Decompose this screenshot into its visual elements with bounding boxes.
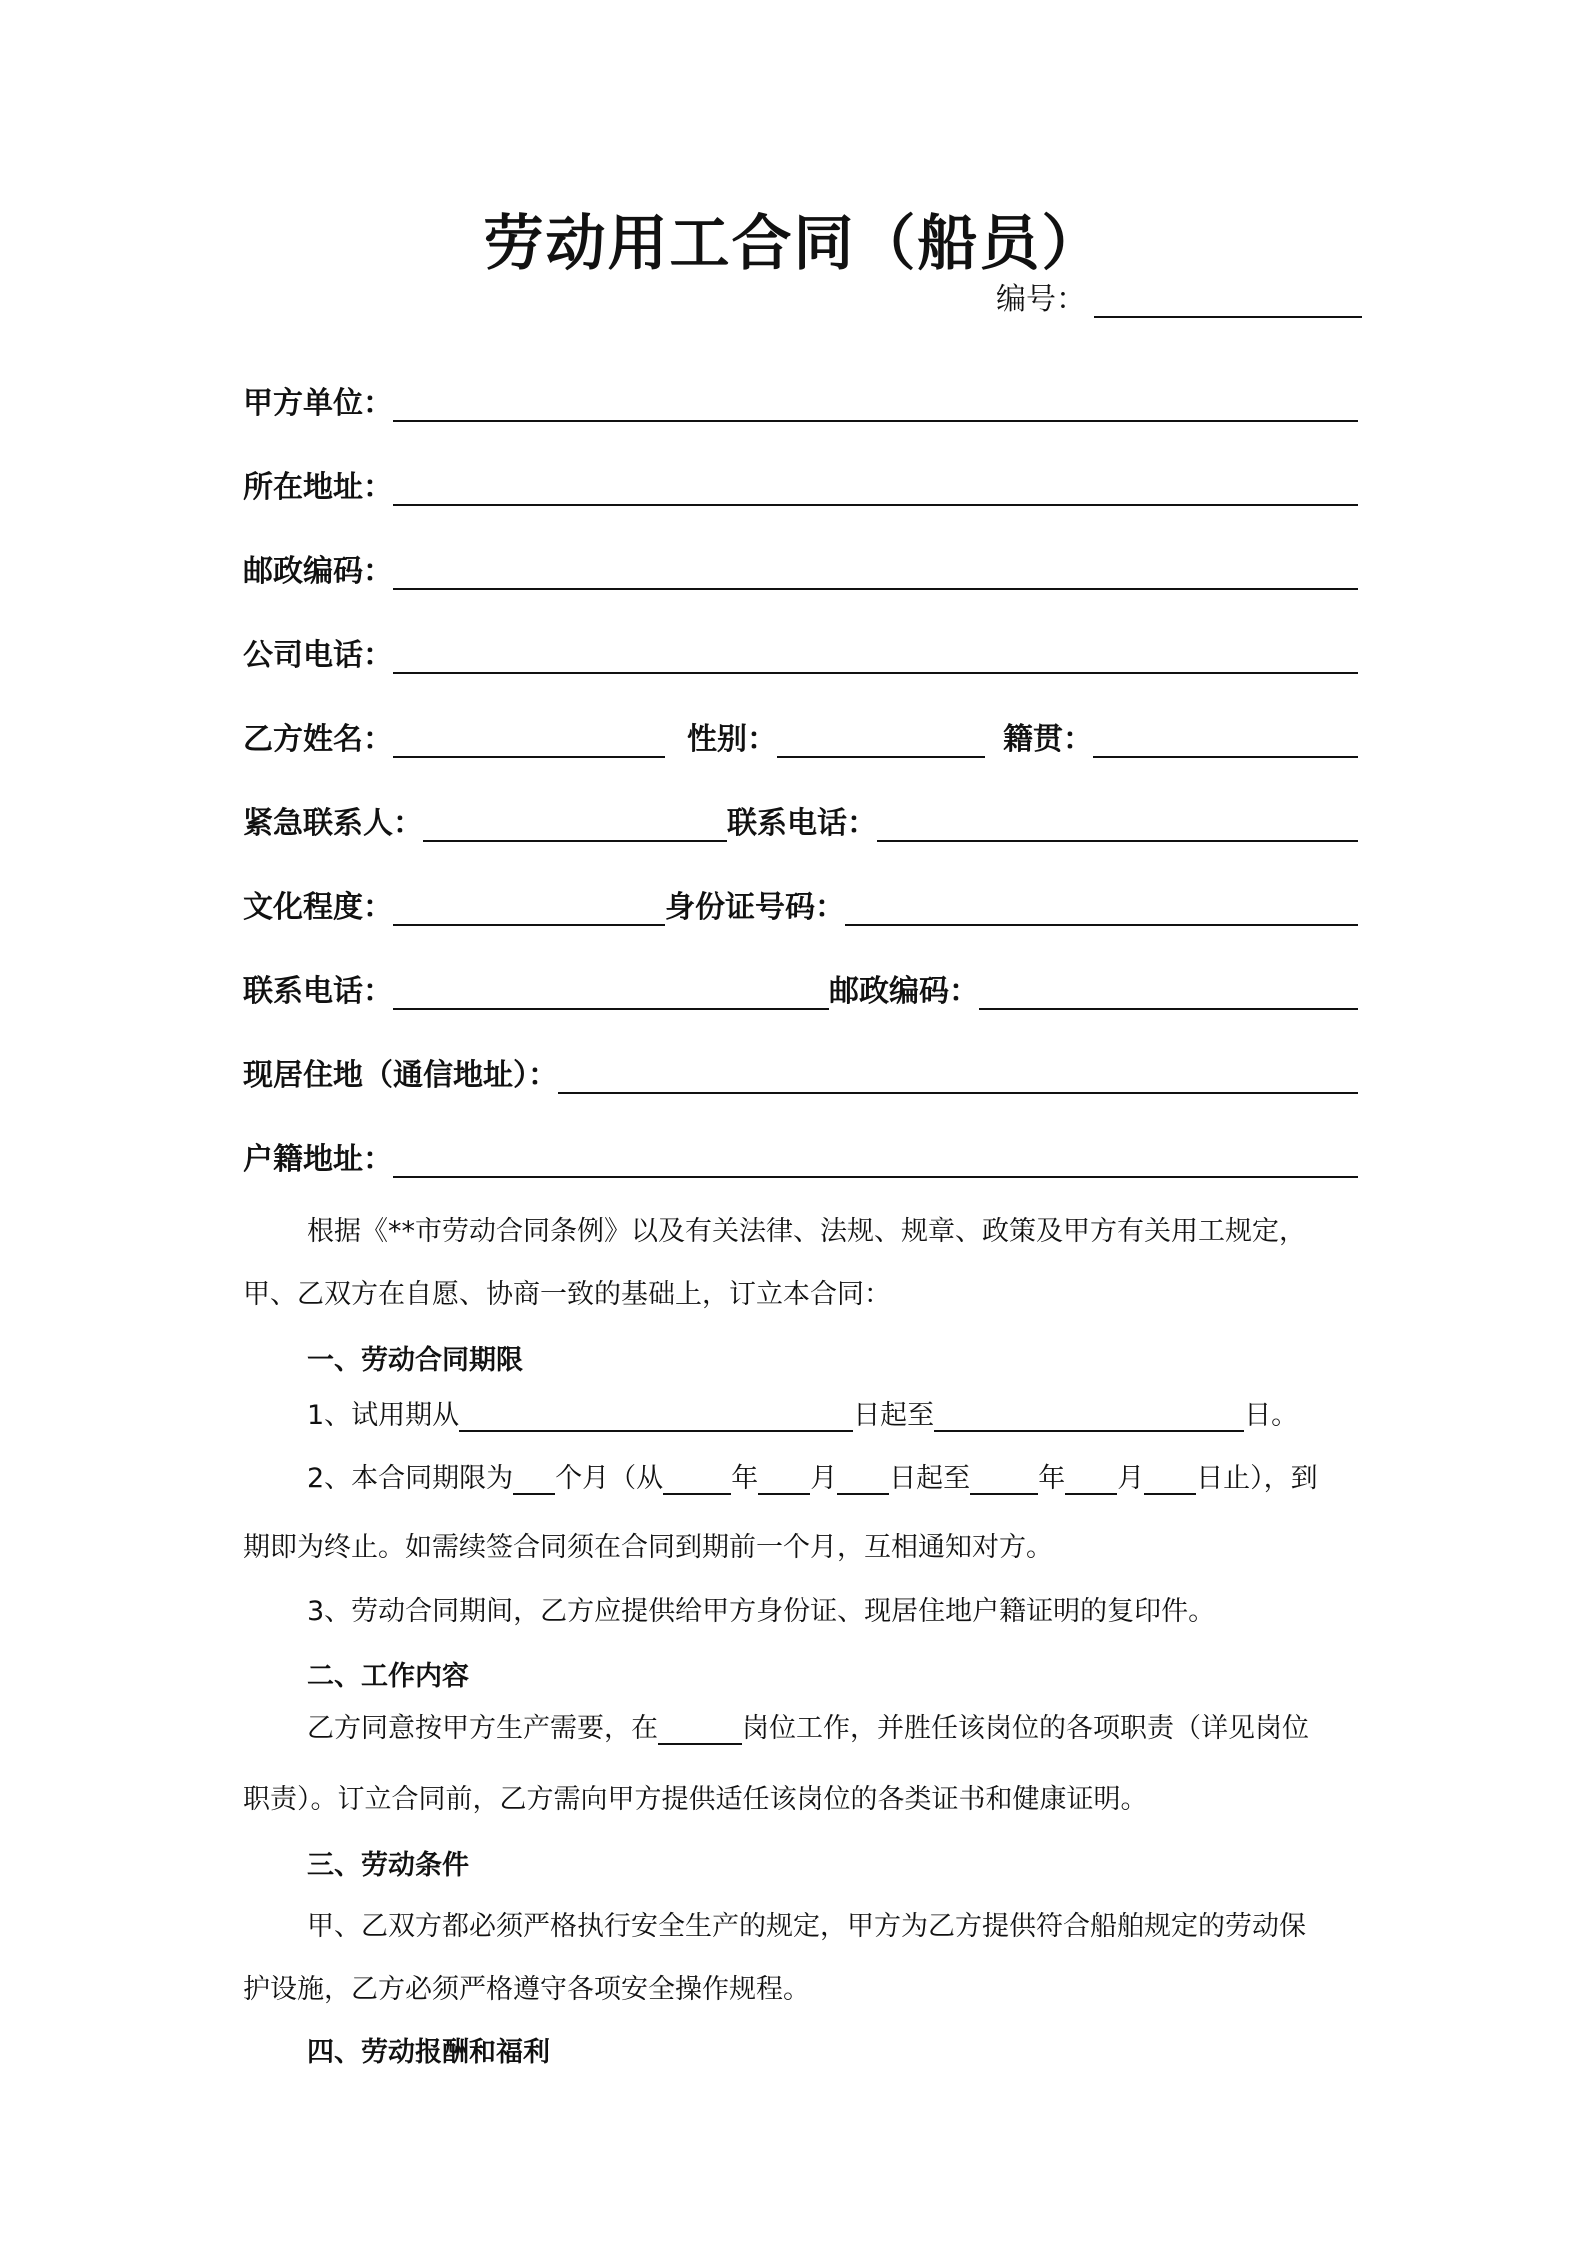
gender-field[interactable] [777, 716, 985, 758]
section-3-line-2: 护设施，乙方必须严格遵守各项安全操作规程。 [243, 1974, 810, 2005]
section-3-title: 三、劳动条件 [307, 1850, 469, 1881]
work-content-text-line2: 职责）。订立合同前，乙方需向甲方提供适任该岗位的各类证书和健康证明。 [243, 1784, 1148, 1815]
party-b-name-field[interactable] [393, 716, 665, 758]
native-place-label: 籍贯： [1003, 722, 1093, 757]
address-field[interactable] [393, 464, 1358, 506]
party-a-unit-row [243, 378, 1358, 422]
section-2-title: 二、工作内容 [307, 1661, 469, 1692]
household-address-field[interactable] [393, 1136, 1358, 1178]
month2-label: 月 [1117, 1463, 1145, 1494]
company-phone-field[interactable] [393, 632, 1358, 674]
emergency-contact-field[interactable] [423, 800, 727, 842]
end-day-field[interactable] [1144, 1463, 1196, 1495]
year-label: 年 [731, 1463, 759, 1494]
address-row [243, 462, 1358, 506]
postcode-row [243, 546, 1358, 590]
education-row [243, 882, 1358, 926]
id-number-label: 身份证号码： [665, 890, 845, 925]
section-4-title: 四、劳动报酬和福利 [307, 2037, 550, 2068]
company-phone-row [243, 630, 1358, 674]
section-3-line-1: 甲、乙双方都必须严格执行安全生产的规定，甲方为乙方提供符合船舶规定的劳动保 [307, 1911, 1306, 1942]
contract-term-text-b: 个月（从 [555, 1463, 664, 1494]
item-3-paragraph [243, 1580, 1358, 1643]
phone-row [243, 966, 1358, 1010]
end-label: 日止），到 [1196, 1463, 1318, 1494]
party-a-unit-field[interactable] [393, 380, 1358, 422]
contract-term-text-line2: 期即为终止。如需续签合同须在合同到期前一个月，互相通知对方。 [243, 1532, 1053, 1563]
household-address-label: 户籍地址： [243, 1142, 393, 1177]
company-phone-label: 公司电话： [243, 638, 393, 673]
party-b-row [243, 714, 1358, 758]
contact-phone-label: 联系电话： [727, 806, 877, 841]
residence-field[interactable] [558, 1052, 1358, 1094]
phone-field[interactable] [393, 968, 829, 1010]
work-content-line-2 [243, 1768, 1358, 1831]
postcode-field[interactable] [393, 548, 1358, 590]
page-title: 劳动用工合同（船员） [483, 209, 1104, 279]
contract-term-line [243, 1455, 1358, 1495]
education-field[interactable] [393, 884, 665, 926]
trial-period-text-c: 日。 [1244, 1400, 1299, 1431]
section-1-title: 一、劳动合同期限 [307, 1345, 523, 1376]
trial-period-text-b: 日起至 [853, 1400, 935, 1431]
section-3-paragraph [243, 1895, 1358, 2021]
position-field[interactable] [658, 1713, 742, 1745]
contract-term-line-2 [243, 1516, 1358, 1579]
trial-period-text-a: 1、试用期从 [307, 1400, 460, 1431]
intro-line-1: 根据《**市劳动合同条例》以及有关法律、法规、规章、政策及甲方有关用工规定， [307, 1216, 1306, 1247]
contact-phone-field[interactable] [877, 800, 1358, 842]
address-label: 所在地址： [243, 470, 393, 505]
id-number-field[interactable] [845, 884, 1358, 926]
month-label: 月 [810, 1463, 838, 1494]
residence-label: 现居住地（通信地址）： [243, 1058, 558, 1093]
year2-label: 年 [1038, 1463, 1066, 1494]
residence-row [243, 1050, 1358, 1094]
trial-period-line [243, 1392, 1358, 1432]
postcode2-field[interactable] [979, 968, 1358, 1010]
serial-number-field[interactable] [1094, 280, 1362, 318]
emergency-row [243, 798, 1358, 842]
term-months-field[interactable] [513, 1463, 555, 1495]
party-a-unit-label: 甲方单位： [243, 386, 393, 421]
native-place-field[interactable] [1093, 716, 1358, 758]
gender-label: 性别： [687, 722, 777, 757]
party-b-name-label: 乙方姓名： [243, 722, 393, 757]
emergency-contact-label: 紧急联系人： [243, 806, 423, 841]
work-content-text-b: 岗位工作，并胜任该岗位的各项职责（详见岗位 [742, 1713, 1309, 1744]
start-year-field[interactable] [663, 1463, 731, 1495]
contract-term-text-a: 2、本合同期限为 [307, 1463, 514, 1494]
postcode-label: 邮政编码： [243, 554, 393, 589]
phone-label: 联系电话： [243, 974, 393, 1009]
serial-number [996, 278, 1362, 318]
start-day-field[interactable] [837, 1463, 889, 1495]
education-label: 文化程度： [243, 890, 393, 925]
trial-end-field[interactable] [934, 1400, 1244, 1432]
work-content-text-a: 乙方同意按甲方生产需要，在 [307, 1713, 658, 1744]
postcode2-label: 邮政编码： [829, 974, 979, 1009]
start-month-field[interactable] [758, 1463, 810, 1495]
household-row [243, 1134, 1358, 1178]
intro-paragraph [243, 1200, 1358, 1326]
work-content-line [243, 1705, 1358, 1745]
from-label: 日起至 [889, 1463, 971, 1494]
serial-label: 编号： [996, 282, 1086, 317]
end-year-field[interactable] [970, 1463, 1038, 1495]
item-3-text: 3、劳动合同期间，乙方应提供给甲方身份证、现居住地户籍证明的复印件。 [307, 1596, 1216, 1627]
end-month-field[interactable] [1065, 1463, 1117, 1495]
trial-start-field[interactable] [459, 1400, 853, 1432]
intro-line-2: 甲、乙双方在自愿、协商一致的基础上，订立本合同： [243, 1279, 891, 1310]
